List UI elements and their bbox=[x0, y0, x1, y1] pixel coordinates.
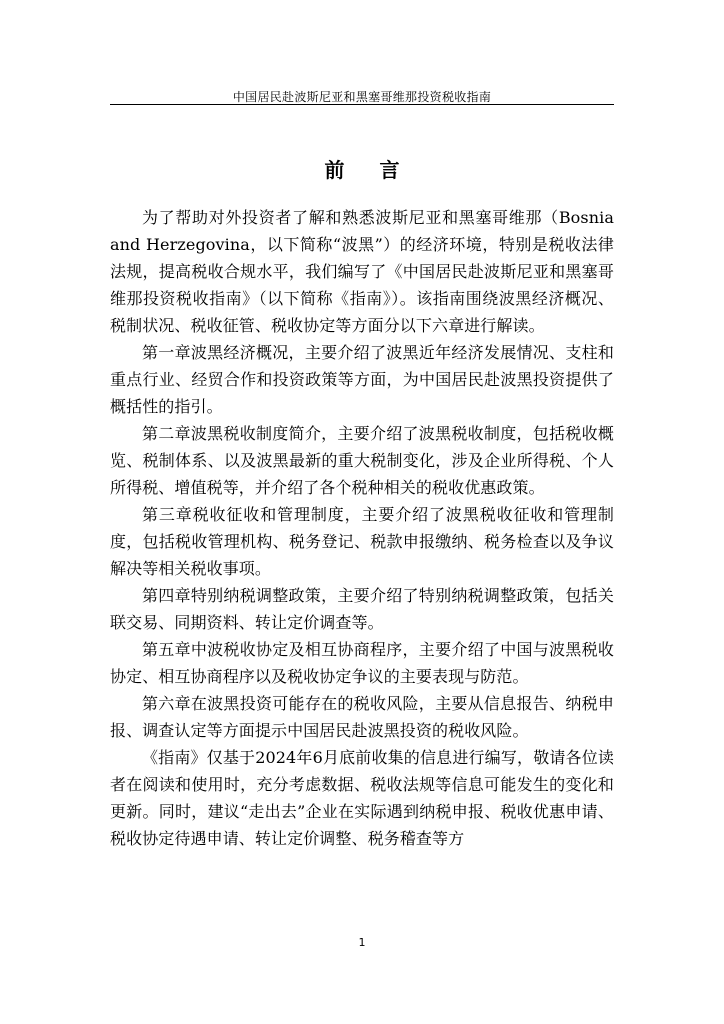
paragraph-chapter-1: 第一章波黑经济概况，主要介绍了波黑近年经济发展情况、支柱和重点行业、经贸合作和投资政策等方面，为中国居民赴波黑投资提供了概括性的指引。 bbox=[110, 343, 614, 416]
page-title: 前 言 bbox=[324, 158, 414, 182]
paragraph-disclaimer: 《指南》仅基于2024年6月底前收集的信息进行编写，敬请各位读者在阅读和使用时，充分考虑数据、税收法规等信息可能发生的变化和更新。同时，建议“走出去”企业在实际遇到纳税申报、税收优惠申请、税收协定待遇申请、转让定价调整、税务稽查等方 bbox=[110, 748, 614, 848]
page-number: 1 bbox=[358, 936, 366, 949]
paragraph-chapter-3: 第三章税收征收和管理制度，主要介绍了波黑税收征收和管理制度，包括税收管理机构、税务登记、税款申报缴纳、税务检查以及争议解决等相关税收事项。 bbox=[110, 505, 614, 578]
body-text bbox=[110, 204, 614, 852]
running-header: 中国居民赴波斯尼亚和黑塞哥维那投资税收指南 bbox=[232, 90, 492, 104]
paragraph-intro: 为了帮助对外投资者了解和熟悉波斯尼亚和黑塞哥维那（Bosnia and Herzegovina，以下简称“波黑”）的经济环境，特别是税收法律法规，提高税收合规水平，我们编写了《中国居民赴波斯尼亚和黑塞哥维那投资税收指南》（以下简称《指南》）。该指南围绕波黑经济概况、税制状况、税收征管、税收协定等方面分以下六章进行解读。 bbox=[110, 208, 614, 335]
header-rule bbox=[110, 104, 614, 105]
paragraph-chapter-5: 第五章中波税收协定及相互协商程序，主要介绍了中国与波黑税收协定、相互协商程序以及税收协定争议的主要表现与防范。 bbox=[110, 640, 614, 686]
paragraph-chapter-2: 第二章波黑税收制度简介，主要介绍了波黑税收制度，包括税收概览、税制体系、以及波黑最新的重大税制变化，涉及企业所得税、个人所得税、增值税等，并介绍了各个税种相关的税收优惠政策。 bbox=[110, 424, 614, 497]
paragraph-chapter-6: 第六章在波黑投资可能存在的税收风险，主要从信息报告、纳税申报、调查认定等方面提示中国居民赴波黑投资的税收风险。 bbox=[110, 694, 614, 740]
paragraph-chapter-4: 第四章特别纳税调整政策，主要介绍了特别纳税调整政策，包括关联交易、同期资料、转让定价调查等。 bbox=[110, 586, 614, 632]
